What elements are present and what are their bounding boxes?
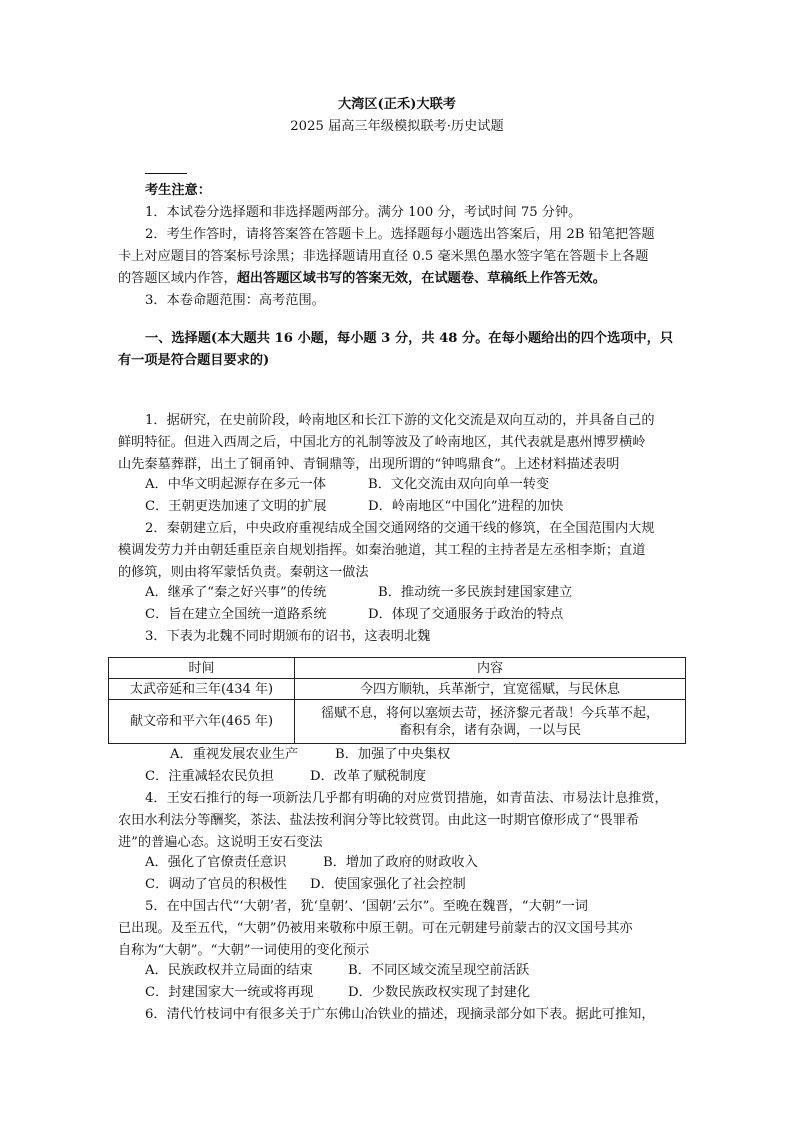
notice-item-2-line-3 [118, 270, 606, 287]
q5-stem-line-3: 自称为“大朝”。“大朝”一词使用的变化预示 [118, 943, 370, 958]
q1-stem-line-3: 山先秦墓葬群，出土了铜甬钟、青铜鼎等，出现所谓的“钟鸣鼎食”。上述材料描述表明 [118, 457, 620, 472]
q3-stem-line-1: 3．下表为北魏不同时期颁布的诏书，这表明北魏 [145, 629, 431, 644]
exam-subtitle: 2025 届高三年级模拟联考·历史试题 [290, 119, 504, 134]
q4-option-b: B．增加了政府的财政收入 [323, 855, 478, 870]
table-cell-content-line-1: 徭赋不息，将何以塞烦去苛，拯济黎元者哉！今兵革不起， [320, 705, 659, 721]
section-1-heading-line-1: 一、选择题(本大题共 16 小题，每小题 3 分，共 48 分。在每小题给出的四个选项中，只 [145, 331, 674, 346]
q5-stem-line-2: 已出现。及至五代，“大朝”仍被用来敬称中原王朝。可在元朝建号前蒙古的汉文国号其亦 [118, 921, 633, 936]
q5-option-a: A．民族政权并立局面的结束 [145, 963, 313, 978]
q1-option-d: D．岭南地区“中国化”进程的加快 [368, 499, 564, 514]
q2-stem-line-2: 模调发劳力并由朝廷重臣亲自规划指挥。如秦治驰道，其工程的主持者是左丞相李斯；直道 [118, 543, 646, 558]
q3-option-c: C．注重减轻农民负担 [145, 769, 274, 784]
q1-stem-line-2: 鲜明特征。但进入西周之后，中国北方的礼制等波及了岭南地区，其代表就是惠州博罗横岭 [118, 435, 646, 450]
table-cell-time: 献文帝和平六年(465 年) [109, 700, 295, 744]
q4-option-c: C．调动了官员的积极性 [145, 877, 287, 892]
q3-option-b: B．加强了中央集权 [335, 747, 451, 762]
divider-rule [145, 173, 187, 174]
notice-item-2-line-3-bold: 超出答题区域书写的答案无效，在试题卷、草稿纸上作答无效。 [236, 271, 606, 286]
table-cell-content: 今四方顺轨，兵革渐宁，宜宽徭赋，与民休息 [295, 679, 686, 700]
q2-option-d: D．体现了交通服务于政治的特点 [368, 607, 564, 622]
table-cell-time: 太武帝延和三年(434 年) [109, 679, 295, 700]
q2-stem-line-3: 的修筑，则由将军蒙恬负责。秦朝这一做法 [118, 565, 369, 580]
table-header-row [109, 658, 686, 679]
notice-heading: 考生注意： [145, 183, 211, 198]
q3-edict-table [108, 657, 686, 744]
q1-option-a: A．中华文明起源存在多元一体 [145, 477, 326, 492]
q2-option-a: A．继承了“秦之好兴事”的传统 [145, 585, 327, 600]
q3-option-a: A．重视发展农业生产 [170, 747, 299, 762]
q4-stem-line-3: 进”的普遍心态。这说明王安石变法 [118, 835, 323, 850]
table-row [109, 700, 686, 744]
q4-stem-line-2: 农田水利法分等酬奖，茶法、盐法按利润分等比较赏罚。由此这一时期官僚形成了“畏罪希 [118, 813, 640, 828]
q1-option-b: B．文化交流由双向向单一转变 [368, 477, 550, 492]
q2-option-c: C．旨在建立全国统一道路系统 [145, 607, 327, 622]
q4-stem-line-1: 4．王安石推行的每一项新法几乎都有明确的对应赏罚措施，如青苗法、市易法计息推赏， [145, 791, 668, 806]
q5-option-d: D．少数民族政权实现了封建化 [348, 985, 531, 1000]
q5-option-c: C．封建国家大一统或将再现 [145, 985, 314, 1000]
notice-item-2-line-2: 卡上对应题目的答案标号涂黑；非选择题请用直径 0.5 毫米黑色墨水签字笔在答题卡上各题 [118, 249, 649, 264]
table-row [109, 679, 686, 700]
table-header-time: 时间 [109, 658, 295, 679]
q2-stem-line-1: 2．秦朝建立后，中央政府重视结成全国交通网络的交通干线的修筑，在全国范围内大规 [145, 521, 655, 536]
table-cell-content-line-2: 畜积有余，诸有杂调，一以与民 [398, 722, 581, 738]
q6-stem-line-1: 6．清代竹枝词中有很多关于广东佛山冶铁业的描述，现摘录部分如下表。据此可推知， [145, 1007, 655, 1022]
q4-option-d: D．使国家强化了社会控制 [310, 877, 466, 892]
exam-title: 大湾区(正禾)大联考 [338, 97, 456, 112]
table-header-content: 内容 [295, 658, 686, 679]
notice-item-2-line-3-normal: 的答题区域内作答， [118, 271, 237, 286]
q1-option-c: C．王朝更迭加速了文明的扩展 [145, 499, 327, 514]
q2-option-b: B．推动统一多民族封建国家建立 [378, 585, 573, 600]
q1-stem-line-1: 1．据研究，在史前阶段，岭南地区和长江下游的文化交流是双向互动的，并具备自己的 [145, 413, 655, 428]
table-cell-content [295, 700, 686, 744]
notice-item-2-line-1: 2．考生作答时，请将答案答在答题卡上。选择题每小题选出答案后，用 2B 铅笔把答题 [145, 227, 655, 242]
notice-item-1: 1．本试卷分选择题和非选择题两部分。满分 100 分，考试时间 75 分钟。 [145, 205, 582, 220]
section-1-heading-line-2: 有一项是符合题目要求的) [118, 353, 270, 368]
q5-stem-line-1: 5．在中国古代“‘大朝’者，犹‘皇朝’、‘国朝’云尔”。至晚在魏晋，“大朝”一词 [145, 899, 588, 914]
notice-item-3: 3．本卷命题范围：高考范围。 [145, 293, 325, 308]
q4-option-a: A．强化了官僚责任意识 [145, 855, 287, 870]
q5-option-b: B．不同区域交流呈现空前活跃 [348, 963, 530, 978]
q3-option-d: D．改革了赋税制度 [310, 769, 427, 784]
